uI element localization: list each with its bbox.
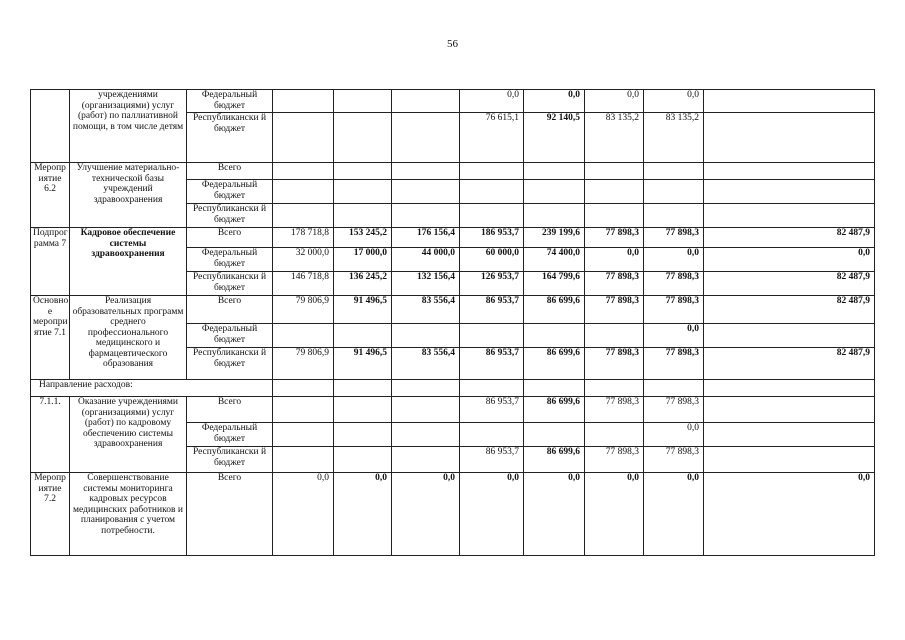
value-cell	[392, 397, 460, 423]
value-cell: 0,0	[644, 423, 704, 447]
row-name: Оказание учреждениями (организациями) услуг (работ) по кадровому обеспечению системы здравоохранения	[70, 397, 187, 473]
value-cell: 77 898,3	[644, 272, 704, 296]
value-cell	[273, 447, 334, 473]
value-cell: 44 000,0	[392, 248, 460, 272]
value-cell	[460, 180, 524, 204]
table-row	[31, 228, 875, 248]
page-number: 56	[447, 38, 458, 50]
funding-source: Всего	[187, 473, 273, 556]
funding-source: Республикански й бюджет	[187, 113, 273, 163]
value-cell: 239 199,6	[524, 228, 585, 248]
value-cell	[273, 163, 334, 180]
value-cell: 83 135,2	[585, 113, 644, 163]
row-code: Основно е меропри ятие 7.1	[31, 296, 70, 380]
value-cell	[392, 423, 460, 447]
value-cell: 76 615,1	[460, 113, 524, 163]
row-code	[31, 90, 70, 163]
value-cell: 77 898,3	[644, 228, 704, 248]
value-cell: 86 953,7	[460, 397, 524, 423]
value-cell: 0,0	[644, 248, 704, 272]
value-cell: 83 556,4	[392, 296, 460, 324]
value-cell	[704, 113, 875, 163]
value-cell	[704, 90, 875, 113]
value-cell	[334, 113, 392, 163]
value-cell: 77 898,3	[644, 348, 704, 380]
value-cell: 83 135,2	[644, 113, 704, 163]
value-cell: 86 953,7	[460, 348, 524, 380]
value-cell	[273, 113, 334, 163]
table-row	[31, 90, 875, 113]
value-cell: 82 487,9	[704, 348, 875, 380]
value-cell: 0,0	[334, 473, 392, 556]
value-cell: 0,0	[585, 90, 644, 113]
value-cell: 153 245,2	[334, 228, 392, 248]
value-cell: 77 898,3	[585, 348, 644, 380]
value-cell	[334, 180, 392, 204]
value-cell	[273, 423, 334, 447]
value-cell: 77 898,3	[644, 397, 704, 423]
value-cell: 32 000,0	[273, 248, 334, 272]
value-cell: 164 799,6	[524, 272, 585, 296]
value-cell	[704, 163, 875, 180]
value-cell: 77 898,3	[644, 447, 704, 473]
value-cell: 17 000,0	[334, 248, 392, 272]
value-cell	[460, 324, 524, 348]
table-row	[31, 296, 875, 324]
section-heading: Направление расходов:	[31, 380, 273, 397]
value-cell	[273, 397, 334, 423]
value-cell	[524, 204, 585, 228]
value-cell: 0,0	[524, 473, 585, 556]
value-cell: 0,0	[585, 248, 644, 272]
value-cell	[704, 180, 875, 204]
funding-source: Федеральный бюджет	[187, 180, 273, 204]
value-cell: 186 953,7	[460, 228, 524, 248]
row-name: учреждениями (организациями) услуг (работ) по паллиативной помощи, в том числе детям	[70, 90, 187, 163]
value-cell	[334, 90, 392, 113]
value-cell	[392, 113, 460, 163]
value-cell: 86 699,6	[524, 447, 585, 473]
budget-table	[30, 89, 875, 556]
row-code: Подпрог рамма 7	[31, 228, 70, 296]
value-cell: 0,0	[524, 90, 585, 113]
value-cell: 77 898,3	[585, 296, 644, 324]
funding-source: Федеральный бюджет	[187, 423, 273, 447]
value-cell: 77 898,3	[585, 228, 644, 248]
funding-source: Федеральный бюджет	[187, 248, 273, 272]
value-cell: 82 487,9	[704, 272, 875, 296]
value-cell: 0,0	[644, 473, 704, 556]
value-cell: 86 699,6	[524, 348, 585, 380]
value-cell	[524, 180, 585, 204]
value-cell: 77 898,3	[585, 447, 644, 473]
value-cell	[273, 324, 334, 348]
funding-source: Федеральный бюджет	[187, 90, 273, 113]
value-cell: 146 718,8	[273, 272, 334, 296]
funding-source: Республикански й бюджет	[187, 348, 273, 380]
value-cell	[644, 204, 704, 228]
row-code: 7.1.1.	[31, 397, 70, 473]
value-cell	[704, 397, 875, 423]
value-cell	[704, 447, 875, 473]
value-cell	[704, 324, 875, 348]
value-cell: 86 699,6	[524, 296, 585, 324]
row-name: Кадровое обеспечение системы здравоохранения	[70, 228, 187, 296]
value-cell: 176 156,4	[392, 228, 460, 248]
table-row	[31, 380, 875, 397]
value-cell	[460, 204, 524, 228]
value-cell	[585, 423, 644, 447]
funding-source: Всего	[187, 163, 273, 180]
value-cell	[460, 163, 524, 180]
value-cell: 77 898,3	[585, 272, 644, 296]
value-cell	[644, 163, 704, 180]
value-cell: 77 898,3	[644, 296, 704, 324]
value-cell	[392, 324, 460, 348]
funding-source: Республикански й бюджет	[187, 272, 273, 296]
value-cell	[334, 204, 392, 228]
value-cell: 79 806,9	[273, 296, 334, 324]
value-cell	[392, 447, 460, 473]
value-cell: 92 140,5	[524, 113, 585, 163]
value-cell	[524, 324, 585, 348]
value-cell	[334, 397, 392, 423]
funding-source: Федеральный бюджет	[187, 324, 273, 348]
value-cell	[334, 163, 392, 180]
value-cell: 86 699,6	[524, 397, 585, 423]
value-cell	[524, 163, 585, 180]
value-cell: 83 556,4	[392, 348, 460, 380]
value-cell	[524, 423, 585, 447]
value-cell	[392, 90, 460, 113]
table-row	[31, 163, 875, 180]
funding-source: Всего	[187, 296, 273, 324]
value-cell	[334, 324, 392, 348]
value-cell: 0,0	[704, 248, 875, 272]
value-cell	[273, 204, 334, 228]
value-cell	[585, 204, 644, 228]
value-cell	[704, 423, 875, 447]
value-cell: 0,0	[273, 473, 334, 556]
row-name: Реализация образовательных программ среднего профессионального медицинского и фармацевтического образования	[70, 296, 187, 380]
row-name: Улучшение материально-технической базы учреждений здравоохранения	[70, 163, 187, 228]
funding-source: Республикански й бюджет	[187, 204, 273, 228]
value-cell	[334, 447, 392, 473]
value-cell: 0,0	[644, 324, 704, 348]
value-cell: 60 000,0	[460, 248, 524, 272]
value-cell	[273, 180, 334, 204]
value-cell: 0,0	[392, 473, 460, 556]
value-cell	[644, 180, 704, 204]
value-cell	[585, 180, 644, 204]
value-cell: 136 245,2	[334, 272, 392, 296]
value-cell: 126 953,7	[460, 272, 524, 296]
funding-source: Республикански й бюджет	[187, 447, 273, 473]
row-code: Меропр иятие 6.2	[31, 163, 70, 228]
value-cell: 79 806,9	[273, 348, 334, 380]
value-cell: 74 400,0	[524, 248, 585, 272]
value-cell: 77 898,3	[585, 397, 644, 423]
value-cell	[704, 204, 875, 228]
value-cell	[334, 423, 392, 447]
value-cell: 82 487,9	[704, 296, 875, 324]
value-cell	[585, 163, 644, 180]
table-row	[31, 397, 875, 423]
value-cell	[273, 90, 334, 113]
value-cell: 132 156,4	[392, 272, 460, 296]
value-cell: 0,0	[460, 473, 524, 556]
value-cell: 0,0	[460, 90, 524, 113]
value-cell: 178 718,8	[273, 228, 334, 248]
value-cell: 82 487,9	[704, 228, 875, 248]
value-cell	[392, 180, 460, 204]
value-cell	[460, 423, 524, 447]
funding-source: Всего	[187, 228, 273, 248]
row-code: Меропр иятие 7.2	[31, 473, 70, 556]
value-cell	[392, 163, 460, 180]
value-cell: 0,0	[644, 90, 704, 113]
value-cell: 91 496,5	[334, 348, 392, 380]
row-name: Совершенствование системы мониторинга кадровых ресурсов медицинских работников и планирования с учетом потребности.	[70, 473, 187, 556]
value-cell: 0,0	[585, 473, 644, 556]
value-cell: 91 496,5	[334, 296, 392, 324]
value-cell	[392, 204, 460, 228]
table-row	[31, 473, 875, 556]
value-cell: 0,0	[704, 473, 875, 556]
value-cell: 86 953,7	[460, 296, 524, 324]
funding-source: Всего	[187, 397, 273, 423]
value-cell	[585, 324, 644, 348]
value-cell: 86 953,7	[460, 447, 524, 473]
